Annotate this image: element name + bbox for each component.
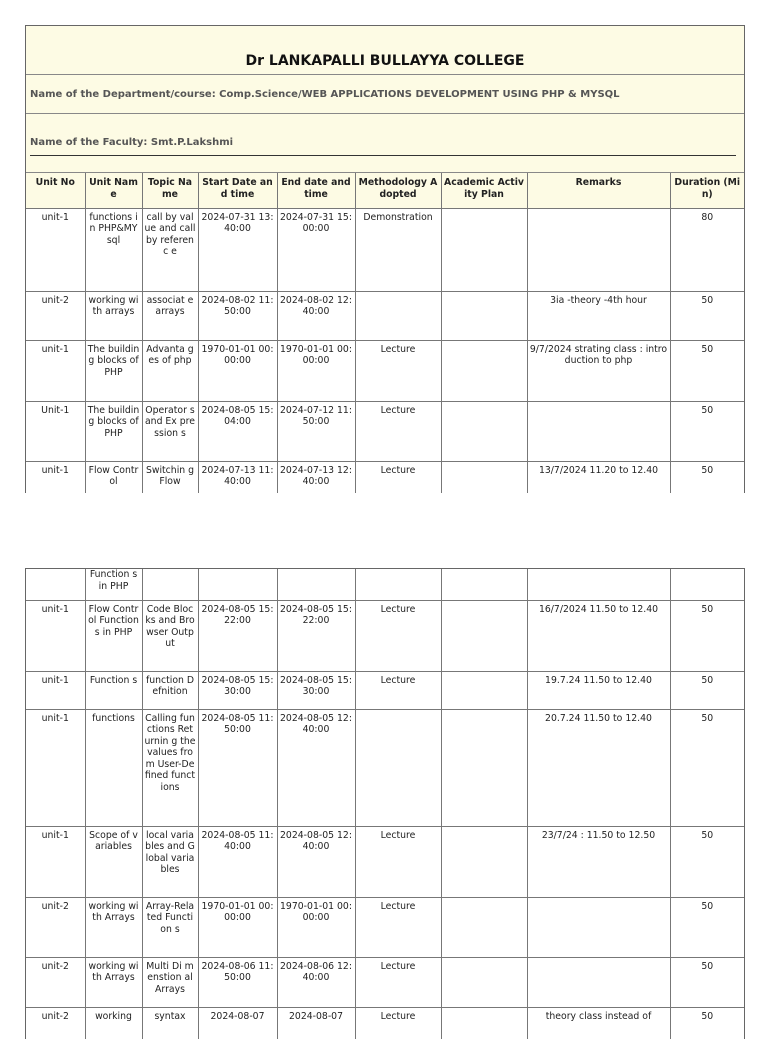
table-row-continuation — [26, 569, 744, 600]
cell-unit: unit-1 — [26, 461, 85, 493]
cell-unit-name: working with Arrays — [85, 957, 142, 1007]
table-header-row — [26, 173, 744, 208]
cell-method: Lecture — [355, 461, 441, 493]
cell-unit-name: Flow Control — [85, 461, 142, 493]
cell-method: Lecture — [355, 826, 441, 897]
faculty-underline — [30, 155, 736, 156]
cell-start: 2024-08-06 11:50:00 — [198, 957, 277, 1007]
cell-end: 2024-08-05 12:40:00 — [277, 709, 355, 826]
cell-end: 2024-08-02 12:40:00 — [277, 291, 355, 340]
table-row — [26, 1007, 744, 1039]
column-header: Unit No — [26, 173, 85, 208]
column-header: Unit Name — [85, 173, 142, 208]
cell-start: 2024-07-31 13:40:00 — [198, 208, 277, 291]
cell-unit — [26, 569, 85, 600]
cell-unit-name: Flow Control Function s in PHP — [85, 600, 142, 671]
cell-topic: call by value and call by referenc e — [142, 208, 198, 291]
cell-unit-name: The building blocks of PHP — [85, 340, 142, 401]
cell-unit-name: working — [85, 1007, 142, 1039]
cell-method — [355, 709, 441, 826]
cell-start: 2024-08-02 11:50:00 — [198, 291, 277, 340]
cell-topic: local variables and Global variables — [142, 826, 198, 897]
cell-remarks: 16/7/2024 11.50 to 12.40 — [527, 600, 670, 671]
cell-activity — [441, 569, 527, 600]
cell-start: 2024-08-05 15:30:00 — [198, 671, 277, 709]
table-row — [26, 897, 744, 957]
cell-start: 1970-01-01 00:00:00 — [198, 897, 277, 957]
cell-duration: 50 — [670, 401, 744, 461]
cell-unit: unit-1 — [26, 600, 85, 671]
cell-unit: unit-1 — [26, 340, 85, 401]
cell-activity — [441, 291, 527, 340]
cell-activity — [441, 897, 527, 957]
cell-end: 2024-08-05 15:22:00 — [277, 600, 355, 671]
table-row — [26, 291, 744, 340]
cell-activity — [441, 208, 527, 291]
cell-remarks — [527, 208, 670, 291]
cell-activity — [441, 671, 527, 709]
cell-unit: unit-1 — [26, 826, 85, 897]
cell-unit-name: Scope of variables — [85, 826, 142, 897]
cell-remarks — [527, 569, 670, 600]
college-title: Dr LANKAPALLI BULLAYYA COLLEGE — [245, 53, 525, 69]
cell-topic — [142, 569, 198, 600]
cell-remarks: theory class instead of — [527, 1007, 670, 1039]
cell-topic: Array-Related Function s — [142, 897, 198, 957]
table-row — [26, 461, 744, 493]
cell-duration: 50 — [670, 340, 744, 401]
column-header: Topic Name — [142, 173, 198, 208]
cell-duration: 80 — [670, 208, 744, 291]
cell-method: Lecture — [355, 671, 441, 709]
cell-end — [277, 569, 355, 600]
cell-unit: unit-2 — [26, 897, 85, 957]
cell-start: 1970-01-01 00:00:00 — [198, 340, 277, 401]
document-header — [26, 26, 744, 173]
cell-unit: unit-1 — [26, 709, 85, 826]
cell-topic: Advanta ges of php — [142, 340, 198, 401]
cell-duration: 50 — [670, 600, 744, 671]
cell-method: Lecture — [355, 1007, 441, 1039]
cell-remarks: 3ia -theory -4th hour — [527, 291, 670, 340]
cell-unit-name: Function s in PHP — [85, 569, 142, 600]
cell-unit-name: working with arrays — [85, 291, 142, 340]
cell-duration: 50 — [670, 826, 744, 897]
column-header: Methodology Adopted — [355, 173, 441, 208]
cell-unit-name: The building blocks of PHP — [85, 401, 142, 461]
cell-topic: Calling functions Returnin g the values from User-Defined functions — [142, 709, 198, 826]
cell-method: Lecture — [355, 401, 441, 461]
cell-remarks — [527, 401, 670, 461]
cell-duration: 50 — [670, 1007, 744, 1039]
cell-end: 1970-01-01 00:00:00 — [277, 340, 355, 401]
cell-unit: Unit-1 — [26, 401, 85, 461]
cell-topic: function Defnition — [142, 671, 198, 709]
cell-start: 2024-08-05 15:04:00 — [198, 401, 277, 461]
column-header: End date and time — [277, 173, 355, 208]
cell-duration: 50 — [670, 897, 744, 957]
cell-method — [355, 569, 441, 600]
cell-remarks: 9/7/2024 strating class : introduction to php — [527, 340, 670, 401]
cell-activity — [441, 600, 527, 671]
cell-end: 2024-07-31 15:00:00 — [277, 208, 355, 291]
department-line: Name of the Department/course: Comp.Science/WEB APPLICATIONS DEVELOPMENT USING PHP & MYSQL — [30, 88, 620, 100]
table-row — [26, 826, 744, 897]
cell-unit: unit-1 — [26, 671, 85, 709]
cell-remarks: 19.7.24 11.50 to 12.40 — [527, 671, 670, 709]
table-row — [26, 709, 744, 826]
cell-method: Demonstration — [355, 208, 441, 291]
cell-method: Lecture — [355, 340, 441, 401]
cell-unit-name: Function s — [85, 671, 142, 709]
page-1 — [25, 25, 745, 493]
cell-end: 2024-08-06 12:40:00 — [277, 957, 355, 1007]
cell-topic: Code Blocks and Browser Output — [142, 600, 198, 671]
cell-remarks: 23/7/24 : 11.50 to 12.50 — [527, 826, 670, 897]
cell-duration — [670, 569, 744, 600]
cell-remarks — [527, 897, 670, 957]
cell-unit-name: functions in PHP&MY sql — [85, 208, 142, 291]
cell-start: 2024-08-07 — [198, 1007, 277, 1039]
column-header: Duration (Min) — [670, 173, 744, 208]
cell-method: Lecture — [355, 957, 441, 1007]
cell-end: 1970-01-01 00:00:00 — [277, 897, 355, 957]
cell-method — [355, 291, 441, 340]
cell-remarks — [527, 957, 670, 1007]
cell-topic: associat e arrays — [142, 291, 198, 340]
schedule-table-page-2 — [26, 569, 744, 1039]
column-header: Academic Activity Plan — [441, 173, 527, 208]
cell-start: 2024-08-05 11:50:00 — [198, 709, 277, 826]
cell-unit-name: working with Arrays — [85, 897, 142, 957]
cell-method: Lecture — [355, 897, 441, 957]
cell-activity — [441, 461, 527, 493]
cell-activity — [441, 709, 527, 826]
cell-start: 2024-07-13 11:40:00 — [198, 461, 277, 493]
table-row — [26, 401, 744, 461]
cell-end: 2024-08-05 12:40:00 — [277, 826, 355, 897]
cell-start — [198, 569, 277, 600]
column-header: Start Date and time — [198, 173, 277, 208]
cell-duration: 50 — [670, 461, 744, 493]
cell-activity — [441, 401, 527, 461]
cell-duration: 50 — [670, 709, 744, 826]
cell-unit: unit-2 — [26, 957, 85, 1007]
cell-start: 2024-08-05 11:40:00 — [198, 826, 277, 897]
table-row — [26, 671, 744, 709]
cell-activity — [441, 340, 527, 401]
cell-topic: Operator s and Ex pression s — [142, 401, 198, 461]
cell-topic: Switchin g Flow — [142, 461, 198, 493]
table-row — [26, 957, 744, 1007]
cell-unit: unit-2 — [26, 291, 85, 340]
cell-duration: 50 — [670, 291, 744, 340]
faculty-line: Name of the Faculty: Smt.P.Lakshmi — [30, 137, 234, 148]
cell-end: 2024-07-12 11:50:00 — [277, 401, 355, 461]
table-row — [26, 600, 744, 671]
cell-method: Lecture — [355, 600, 441, 671]
cell-activity — [441, 826, 527, 897]
cell-topic: Multi Di menstion al Arrays — [142, 957, 198, 1007]
cell-duration: 50 — [670, 957, 744, 1007]
cell-start: 2024-08-05 15:22:00 — [198, 600, 277, 671]
cell-unit-name: functions — [85, 709, 142, 826]
table-row — [26, 208, 744, 291]
cell-activity — [441, 1007, 527, 1039]
cell-duration: 50 — [670, 671, 744, 709]
table-row — [26, 340, 744, 401]
cell-end: 2024-08-05 15:30:00 — [277, 671, 355, 709]
cell-end: 2024-07-13 12:40:00 — [277, 461, 355, 493]
schedule-table-page-1 — [26, 173, 744, 493]
column-header: Remarks — [527, 173, 670, 208]
cell-activity — [441, 957, 527, 1007]
cell-remarks: 20.7.24 11.50 to 12.40 — [527, 709, 670, 826]
cell-unit: unit-2 — [26, 1007, 85, 1039]
cell-unit: unit-1 — [26, 208, 85, 291]
page-2 — [25, 568, 745, 1039]
cell-remarks: 13/7/2024 11.20 to 12.40 — [527, 461, 670, 493]
cell-topic: syntax — [142, 1007, 198, 1039]
cell-end: 2024-08-07 — [277, 1007, 355, 1039]
